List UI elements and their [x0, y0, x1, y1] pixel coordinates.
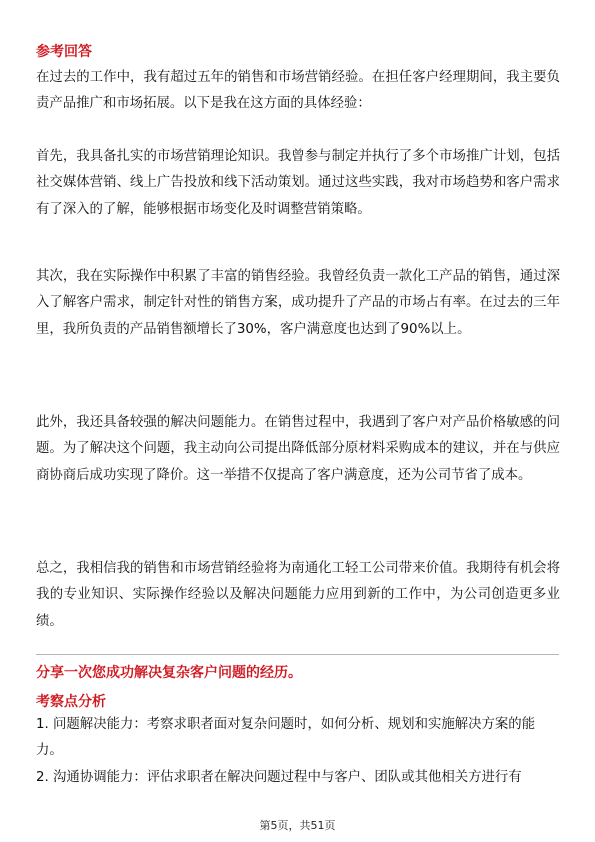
page-number: 第5页，共51页: [259, 819, 336, 832]
section-divider: [36, 654, 559, 655]
answer-paragraph-2: 首先，我具备扎实的市场营销理论知识。我曾参与制定并执行了多个市场推广计划，包括社交媒体营销、线上广告投放和线下活动策划。通过这些实践，我对市场趋势和客户需求有了深入的了解，能够根据市场变化及时调整营销策略。: [36, 149, 560, 217]
answer-paragraph-5: 总之，我相信我的销售和市场营销经验将为南通化工轻工公司带来价值。我期待有机会将我的专业知识、实际操作经验以及解决问题能力应用到新的工作中，为公司创造更多业绩。: [36, 561, 560, 629]
analysis-item-1: 1. 问题解决能力：考察求职者面对复杂问题时，如何分析、规划和实施解决方案的能力。: [36, 717, 536, 759]
answer-paragraph-1: 在过去的工作中，我有超过五年的销售和市场营销经验。在担任客户经理期间，我主要负责产品推广和市场拓展。以下是我在这方面的具体经验：: [36, 70, 560, 112]
question-title: 分享一次您成功解决复杂客户问题的经历。: [36, 665, 302, 681]
answer-paragraph-4: 此外，我还具备较强的解决问题能力。在销售过程中，我遇到了客户对产品价格敏感的问题。为了解决这个问题，我主动向公司提出降低部分原材料采购成本的建议，并在与供应商协商后成功实现了降价。这一举措不仅提高了客户满意度，还为公司节省了成本。: [36, 415, 560, 483]
analysis-item-2: 2. 沟通协调能力：评估求职者在解决问题过程中与客户、团队或其他相关方进行有: [36, 770, 522, 785]
answer-paragraph-3: 其次，我在实际操作中积累了丰富的销售经验。我曾经负责一款化工产品的销售，通过深入了解客户需求，制定针对性的销售方案，成功提升了产品的市场占有率。在过去的三年里，我所负责的产品销售额增长了30%，客户满意度也达到了90%以上。: [36, 269, 560, 337]
reference-answer-heading: 参考回答: [36, 44, 92, 60]
analysis-heading: 考察点分析: [36, 694, 106, 710]
